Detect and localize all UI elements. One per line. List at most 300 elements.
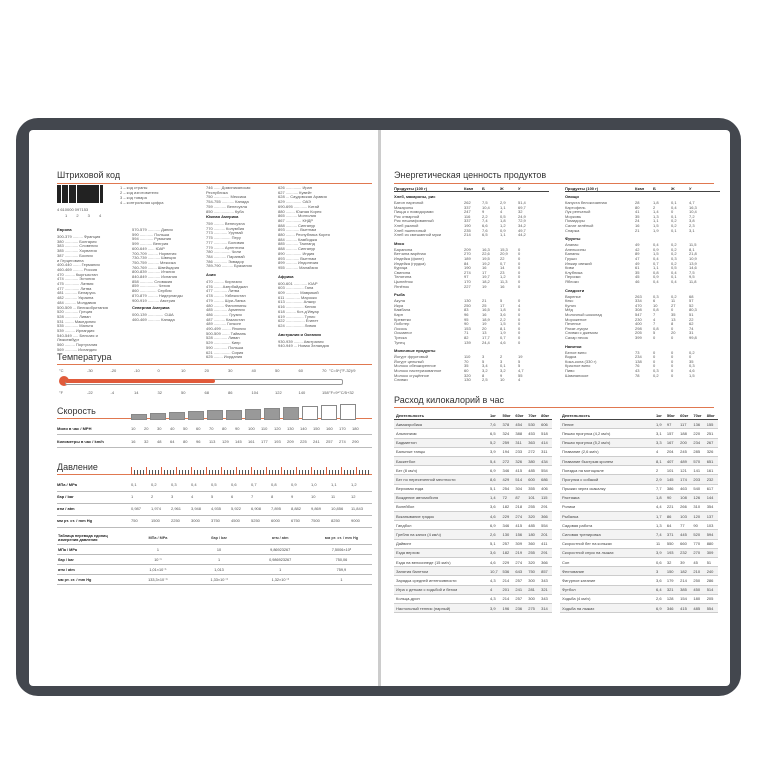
kcal-cell: Пешая прогулка (5,2 км/ч)	[560, 438, 654, 447]
energy-cell: 0,4	[671, 204, 677, 210]
energy-cell: 130	[464, 377, 471, 383]
pressure-value: 0,7	[251, 482, 257, 487]
kcal-cell: 257	[513, 576, 526, 585]
energy-cell: 0,4	[653, 242, 659, 248]
energy-cell: 0,7	[653, 260, 659, 266]
energy-cell: 10,4	[689, 209, 697, 215]
energy-cell: 19	[518, 354, 523, 360]
energy-cell: 5	[518, 358, 521, 364]
energy-cell: 2,5	[482, 377, 488, 383]
energy-cell: 76	[635, 363, 640, 369]
kcal-row	[560, 603, 718, 612]
pressure-value: 9000	[351, 518, 360, 523]
pressure-value: 4,935	[211, 506, 222, 511]
energy-header-cell: Ккал	[464, 186, 474, 191]
energy-cell: 24	[635, 218, 640, 224]
energy-cell: 0,2	[671, 242, 677, 248]
kcal-header-cell: 80кг	[705, 411, 718, 420]
kcal-row	[394, 530, 552, 539]
speed-row-line	[57, 447, 372, 448]
energy-cell: Йогурт цельный	[394, 358, 424, 364]
energy-group-heading: Сладости	[565, 287, 585, 293]
energy-cell: Спаржа	[565, 227, 580, 233]
kcal-cell: 1,8	[654, 493, 665, 502]
kcal-cell: 229	[501, 512, 514, 521]
celsius-tick: 0	[157, 368, 160, 373]
energy-cell: Кулич	[565, 302, 576, 308]
kcal-header-cell: 60кг	[513, 411, 526, 420]
energy-cell: 97	[464, 274, 469, 280]
energy-cell: 11,8	[689, 279, 697, 284]
kcal-cell: 245	[678, 447, 691, 456]
energy-cell: 0,2	[689, 349, 695, 355]
energy-cell: 10	[500, 377, 505, 383]
energy-cell: 0	[671, 349, 674, 355]
energy-cell: Треска	[394, 335, 407, 340]
energy-cell: 0	[653, 349, 656, 355]
pressure-conversion-table	[57, 532, 372, 585]
energy-cell: 14,6	[689, 265, 697, 271]
kcal-cell: 72	[501, 493, 514, 502]
energy-cell: 0	[518, 298, 521, 304]
energy-cell: 8	[671, 321, 674, 327]
energy-cell: 19,7	[482, 274, 490, 280]
energy-header-cell: Б	[482, 186, 485, 191]
mph-row-value: 110	[261, 426, 268, 431]
pressure-row-line	[57, 515, 372, 516]
kcal-cell: Вскапывание грядок	[394, 512, 488, 521]
kcal-cell: 137	[705, 512, 718, 521]
kcal-cell: Альпинизм	[394, 429, 488, 438]
celsius-tick: -30	[87, 368, 93, 373]
energy-cell: 1,8	[500, 307, 506, 313]
kcal-cell: 11	[654, 539, 665, 548]
asia-list-item: 485 ............ Армения	[206, 307, 245, 313]
kcal-cell: 136	[691, 420, 704, 429]
energy-cell: 298	[635, 325, 642, 331]
energy-cell: 3,6	[500, 312, 506, 317]
energy-cell: 24,9	[518, 213, 526, 219]
europe-list-item: 470 ......... Кыргызстан	[57, 271, 98, 277]
energy-cell: 6	[653, 298, 656, 304]
celsius-tick: -10	[134, 368, 140, 373]
energy-group-heading: Рыба	[394, 292, 405, 298]
left-page	[29, 130, 379, 686]
energy-cell: 1,1	[653, 218, 659, 224]
kcal-cell: 201	[501, 585, 514, 594]
energy-cell: 13,9	[689, 260, 697, 266]
kcal-cell: Футбол	[560, 585, 654, 594]
africa-list-item: 600-601 ............ ЮАР	[278, 280, 318, 286]
europe-list-2-item: 600-649 ...... ЮАР	[132, 245, 165, 251]
kcal-cell: 3,9	[488, 447, 501, 456]
energy-cell: 1,1	[500, 232, 506, 238]
south-america-list-item: 779 ......... Аргентина	[206, 244, 245, 250]
pressure-value: 2	[151, 494, 154, 499]
kcal-cell: 3,6	[654, 576, 665, 585]
mph-row-value: 20	[144, 426, 149, 431]
kcal-cell: Силовая тренировка	[560, 530, 654, 539]
pressure-value: 12	[351, 494, 356, 499]
conversion-cell: 0,986923267	[250, 555, 311, 565]
energy-cell: 99,8	[689, 335, 697, 340]
pressure-value: 0,2	[151, 482, 157, 487]
kcal-cell: 120	[691, 512, 704, 521]
energy-cell: Хлеб пшеничный	[394, 227, 427, 233]
kcal-row	[560, 567, 718, 576]
kcal-cell: 360	[526, 539, 539, 548]
kcal-cell: 214	[501, 576, 514, 585]
energy-cell: 0,7	[500, 260, 506, 266]
kcal-cell: 4,3	[488, 576, 501, 585]
energy-cell: 0	[518, 330, 521, 336]
energy-cell: 205	[635, 330, 642, 336]
energy-cell: 18,9	[482, 316, 490, 322]
celsius-tick: -20	[110, 368, 117, 373]
energy-cell: 7	[653, 312, 656, 317]
energy-cell: 31	[689, 330, 694, 336]
energy-header-cell: У	[689, 186, 692, 191]
kcal-cell: 606	[539, 420, 552, 429]
kcal-row	[560, 502, 718, 511]
kcal-cell: Пение	[560, 420, 654, 429]
fahrenheit-tick: 140	[298, 390, 306, 395]
kcal-row	[560, 493, 718, 502]
energy-cell: 0,3	[671, 256, 677, 261]
energy-cell: 3,8	[689, 218, 695, 224]
conversion-row	[57, 575, 372, 585]
energy-cell: Икра	[394, 302, 404, 308]
energy-cell: 0	[653, 363, 656, 369]
energy-cell: 0	[518, 251, 521, 257]
africa-list-item: 624 ................ Ливия	[278, 322, 317, 328]
kcal-header-cell: Деятельность	[560, 411, 654, 420]
conversion-cell: 133,3×10⁻⁶	[127, 575, 188, 585]
energy-cell: Лук репчатый	[565, 209, 591, 215]
conversion-cell: 1	[250, 565, 311, 575]
kmh-row-value: 177	[261, 439, 268, 444]
kcal-cell: 406	[539, 484, 552, 493]
mph-row-value: 30	[157, 426, 162, 431]
energy-cell: 49	[635, 260, 640, 266]
pressure-value: 6000	[271, 518, 280, 523]
asia-list-item: 590 ............ Польша	[206, 344, 244, 350]
energy-cell: Лосось	[394, 325, 408, 331]
asia-list-2-item: 885 ........... Таиланд	[278, 241, 315, 247]
energy-cell: 34,2	[518, 223, 526, 228]
energy-cell: 0	[671, 354, 674, 360]
energy-cell: 0	[671, 372, 674, 378]
energy-cell: 2	[500, 354, 503, 360]
energy-cell: Кекс	[565, 298, 574, 304]
energy-cell: 0	[653, 354, 656, 360]
energy-cell: 5	[653, 330, 656, 336]
kcal-cell: Бадминтон	[394, 438, 488, 447]
kcal-cell: 156	[513, 530, 526, 539]
europe-list-item: 385 ............ Хорватия	[57, 248, 97, 254]
south-america-list-item: 777 ............ Боливия	[206, 239, 245, 245]
energy-cell: 17	[500, 302, 505, 308]
conversion-cell: 759,9	[311, 565, 372, 575]
africa-list-heading: Африка	[278, 273, 294, 279]
fahrenheit-label: °F	[59, 390, 64, 395]
kcal-cell: 485	[526, 466, 539, 475]
energy-cell: 0,4	[653, 279, 659, 284]
kcal-cell: 210	[691, 567, 704, 576]
energy-cell: 6,5	[482, 232, 488, 238]
energy-cell: 7,2	[689, 213, 695, 219]
asia-list-item: 487 .......... Казахстан	[206, 316, 245, 322]
temperature-rule	[57, 364, 372, 365]
energy-cell: 0,4	[653, 256, 659, 261]
kcal-row	[560, 548, 718, 557]
energy-cell: Сахар песок	[565, 335, 589, 340]
kcal-header-cell: 70кг	[691, 411, 704, 420]
barcode-number: 4 610000 097153	[57, 207, 89, 212]
energy-cell: Инжир свежий	[565, 260, 592, 266]
kcal-cell: 2,6	[488, 530, 501, 539]
kmh-row-value: 209	[287, 439, 294, 444]
africa-list-item: 611 ............. Марокко	[278, 294, 317, 300]
energy-cell: 18,2	[482, 279, 490, 284]
kcal-cell: 594	[705, 530, 718, 539]
kcal-cell: 229	[501, 558, 514, 567]
kcal-cell: 311	[513, 438, 526, 447]
kmh-row-value: 225	[300, 439, 307, 444]
europe-list-item: 475 ............. Латвия	[57, 281, 94, 286]
pressure-row-label: бар / bar	[57, 494, 74, 499]
kcal-cell: 371	[665, 530, 678, 539]
energy-cell: 0	[671, 335, 674, 340]
celsius-tick: 70	[322, 368, 327, 373]
energy-cell: 51,4	[518, 200, 526, 205]
energy-cell: 8,1	[500, 325, 506, 331]
kcal-cell: Ходьба (4 км/ч)	[560, 594, 654, 603]
kcal-cell: Зарядка средней интенсивности	[394, 576, 488, 585]
pressure-value: 6750	[291, 518, 300, 523]
kcal-cell: 363	[526, 438, 539, 447]
energy-cell: Апельсины	[565, 246, 586, 252]
energy-cell: Сливки с джемом	[565, 330, 598, 336]
energy-cell: 0,8	[653, 269, 659, 275]
europe-list-2-item: 750-759 .......... Мексика	[132, 259, 176, 265]
kcal-cell: 167	[665, 438, 678, 447]
energy-cell: Белое вино	[565, 349, 587, 355]
energy-cell: 0	[518, 265, 521, 271]
kcal-cell: 194	[501, 447, 514, 456]
kcal-cell: 320	[526, 558, 539, 567]
energy-cell: 7,4	[482, 218, 488, 224]
kmh-row-value: 257	[326, 439, 333, 444]
kcal-cell: 240	[705, 567, 718, 576]
energy-rule	[394, 183, 714, 184]
africa-list-item: 619 ................ Тунис	[278, 313, 316, 319]
energy-cell: 0	[518, 279, 521, 284]
energy-cell: 16	[482, 265, 487, 271]
kcal-cell: 520	[691, 530, 704, 539]
kcal-cell: 126	[691, 493, 704, 502]
kcal-cell: Вождение автомобиля	[394, 493, 488, 502]
energy-cell: Йогурт фруктовый	[394, 354, 429, 360]
kcal-row	[394, 521, 552, 530]
kcal-cell: 201	[539, 530, 552, 539]
asia-list-item: 480 ......... Филиппины	[206, 302, 247, 308]
energy-cell: 8	[482, 372, 485, 378]
energy-group-heading: Овощи	[565, 194, 579, 199]
kcal-row	[560, 456, 718, 465]
energy-cell: 11	[671, 298, 676, 304]
asia-list-item: 528 ............ Ливан	[206, 335, 240, 341]
kcal-cell: 660	[678, 539, 691, 548]
conversion-cell: мм рт. ст. / mm Hg	[57, 575, 127, 585]
energy-cell: 0	[671, 363, 674, 369]
energy-cell: Пиво	[565, 368, 575, 373]
kcal-row	[560, 576, 718, 585]
energy-cell: Салат зелёный	[565, 223, 594, 228]
kcal-cell: 204	[665, 447, 678, 456]
europe-list-item: 300-379 ......... Франция	[57, 234, 101, 239]
kcal-cell: Гребля на каноэ (4 км/ч)	[394, 530, 488, 539]
pressure-value: 11	[331, 494, 336, 499]
europe-list-item: 560 ......... Португалия	[57, 342, 98, 348]
kcal-cell: 346	[665, 603, 678, 612]
europe-list-2-item: 800-839 ........... Италия	[132, 269, 175, 275]
south-america-list-item: 775 ............... Перу	[206, 235, 241, 241]
kcal-cell: Рыбалка	[560, 512, 654, 521]
energy-cell: 7,5	[482, 200, 488, 205]
pressure-value: 5250	[251, 518, 260, 523]
kcal-cell: 51	[705, 558, 718, 567]
kmh-row-value: 241	[313, 439, 320, 444]
energy-cell: 35	[671, 312, 676, 317]
energy-cell: 70	[464, 358, 469, 364]
kcal-cell: 272	[501, 456, 514, 465]
energy-cell: 2	[653, 204, 656, 210]
fahrenheit-tick: 14	[134, 390, 139, 395]
kcal-cell: 554	[539, 466, 552, 475]
kcal-cell: 489	[678, 456, 691, 465]
energy-cell: Камбала	[394, 307, 411, 313]
energy-cell: 1,2	[500, 223, 506, 228]
kcal-cell: Плавание (2,6 км/ч)	[560, 447, 654, 456]
pressure-value: 1,0	[311, 482, 317, 487]
kcal-cell: 193	[665, 548, 678, 557]
asia-list-2-item: 955 ........... Малайзия	[278, 264, 318, 270]
kcal-cell: Поездка на мотоцикле	[560, 466, 654, 475]
kcal-cell: 3,6	[488, 548, 501, 557]
energy-cell: Киви	[565, 265, 574, 271]
energy-cell: Ягнёнок	[394, 283, 409, 289]
kcal-cell: 5,1	[488, 539, 501, 548]
pressure-value: 11,843	[351, 506, 363, 511]
barcode-image	[57, 185, 105, 207]
fahrenheit-tick: 32	[157, 390, 162, 395]
energy-cell: 21	[482, 298, 487, 304]
kcal-cell: 275	[526, 603, 539, 612]
kmh-row-value: 161	[248, 439, 255, 444]
kcal-cell: 485	[691, 603, 704, 612]
energy-cell: 3	[482, 354, 485, 360]
europe-list-item: 380 ............ Болгария	[57, 238, 97, 244]
kcal-row	[394, 475, 552, 484]
kcal-cell: 220	[691, 429, 704, 438]
barcode-digits: 1 2 3 4	[65, 213, 106, 218]
codes-list-item: 850 .................. Куба	[206, 208, 244, 214]
celsius-tick: 10	[181, 368, 186, 373]
energy-cell: 24,4	[482, 339, 490, 345]
kcal-cell: Растяжка	[560, 493, 654, 502]
energy-cell: 35	[635, 213, 640, 219]
kcal-cell: 554	[539, 521, 552, 530]
europe-list-item: и Герцеговина	[57, 257, 84, 263]
energy-cell: 71	[464, 330, 469, 336]
conversion-header-cell: бар / bar	[189, 532, 250, 545]
kcal-cell: 39	[678, 558, 691, 567]
energy-cell: 16,5	[482, 307, 490, 313]
energy-cell: 69,7	[518, 204, 526, 210]
kcal-cell: 857	[539, 567, 552, 576]
energy-cell: Варенье	[565, 293, 581, 299]
pressure-value: 10	[311, 494, 316, 499]
kcal-cell: Фигурное катание	[560, 576, 654, 585]
kcal-cell: 2	[654, 466, 665, 475]
kcal-cell: 86	[665, 512, 678, 521]
energy-cell: 250	[464, 302, 471, 308]
kcal-cell: 255	[526, 502, 539, 511]
energy-cell: 13	[671, 316, 676, 322]
kcal-row	[394, 438, 552, 447]
conversion-header-cell: Таблица перевода единиц измерения давления	[57, 532, 127, 545]
energy-cell: Бананы	[565, 251, 580, 257]
kcal-cell: 77	[678, 521, 691, 530]
energy-cell: 49,7	[518, 227, 526, 233]
kcal-cell: 200	[678, 438, 691, 447]
mph-row-value: 140	[300, 426, 307, 431]
energy-cell: 227	[464, 283, 471, 289]
kcal-cell: 321	[539, 585, 552, 594]
kcal-cell: 880	[705, 539, 718, 548]
energy-cell: 10,9	[689, 256, 697, 261]
europe-list-2-item: 760-769 ........ Швейцария	[132, 264, 180, 270]
europe-list-item: 460-469 ......... Россия	[57, 266, 98, 272]
kcal-cell: 32	[665, 558, 678, 567]
energy-cell: 3,1	[689, 227, 695, 233]
kcal-cell: 445	[678, 530, 691, 539]
kcal-cell: 4	[654, 447, 665, 456]
energy-cell: Кока-кола (330 г)	[565, 358, 597, 364]
energy-header-cell: Ж	[500, 186, 504, 191]
europe-list-item: 477 ............. Литва	[57, 285, 92, 291]
pressure-value: 0,8	[271, 482, 277, 487]
energy-cell: Персики	[565, 274, 581, 280]
kcal-cell: 570	[691, 456, 704, 465]
energy-cell: 0	[518, 321, 521, 327]
kcal-row	[560, 466, 718, 475]
europe-list-2-item: 840-849 ........... Испания	[132, 274, 178, 279]
kcal-cell: 414	[539, 438, 552, 447]
south-america-list-item: 789-790 .......... Бразилия	[206, 263, 252, 269]
energy-cell: 270	[464, 251, 471, 257]
kcal-cell: 219	[513, 548, 526, 557]
pressure-value: 5	[211, 494, 214, 499]
kcal-cell: 174	[678, 475, 691, 484]
europe-list-2-item: 700-709 ......... Норвегия	[132, 250, 177, 256]
conversion-cell: бар / bar	[57, 555, 127, 565]
energy-cell: 0	[518, 246, 521, 252]
kcal-cell: 415	[513, 521, 526, 530]
kcal-row	[560, 429, 718, 438]
energy-cell: 0,9	[653, 274, 659, 280]
